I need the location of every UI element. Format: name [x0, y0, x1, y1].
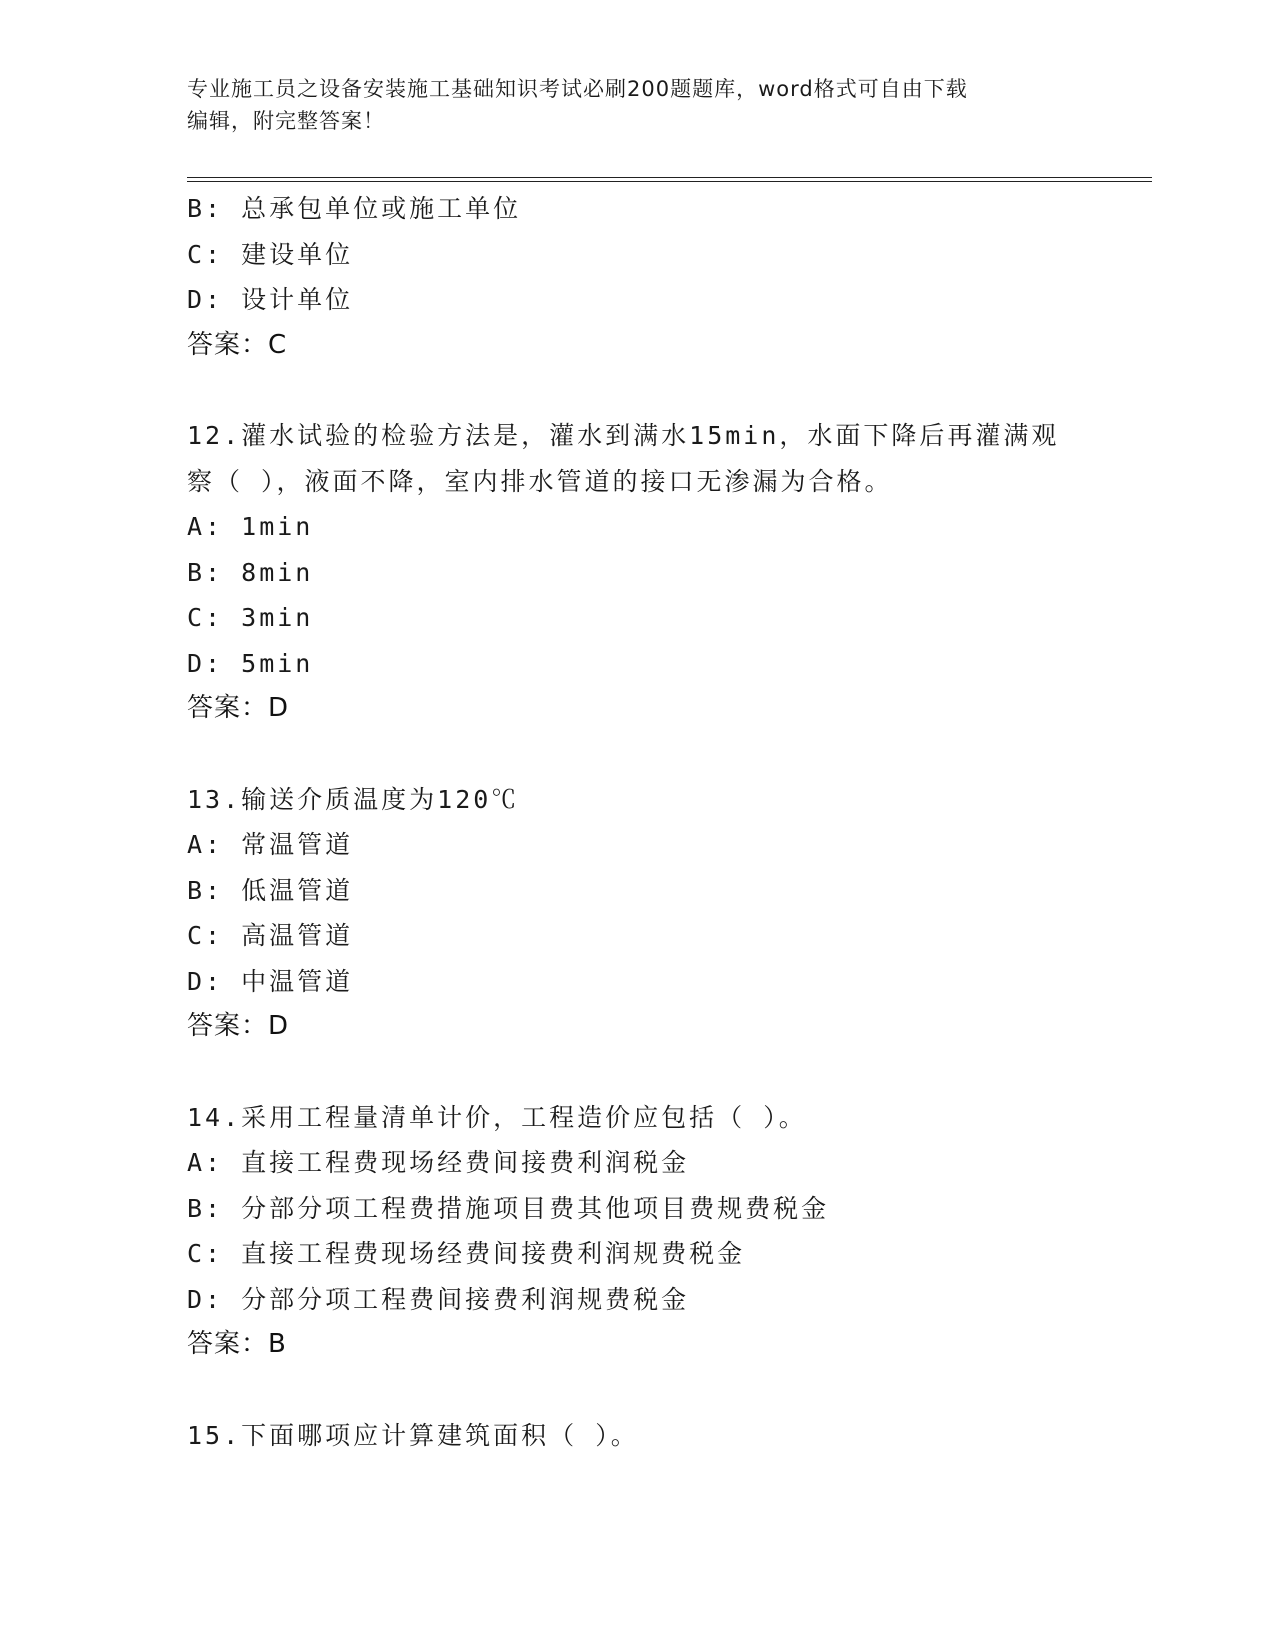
q12-option-b: B: 8min [187, 557, 314, 587]
q11-option-d: D: 设计单位 [187, 285, 354, 314]
q11-answer: 答案：C [187, 329, 288, 360]
header-title-line-2: 编辑，附完整答案！ [187, 109, 385, 133]
q11-option-b: B: 总承包单位或施工单位 [187, 194, 522, 223]
spacer [187, 732, 1152, 777]
q12-option-c: C: 3min [187, 603, 314, 632]
spacer [187, 1050, 1152, 1095]
q14-stem: 14.采用工程量清单计价，工程造价应包括（ ）。 [187, 1102, 807, 1132]
q14-option-a: A: 直接工程费现场经费间接费利润税金 [187, 1148, 690, 1177]
q14-answer: 答案：B [187, 1329, 287, 1359]
q12-option-d: D: 5min [187, 648, 314, 678]
q12-stem-line-1: 12.灌水试验的检验方法是，灌水到满水15min，水面下降后再灌满观 [187, 421, 1060, 450]
q12-option-a: A: 1min [187, 512, 314, 541]
q14-option-d: D: 分部分项工程费间接费利润规费税金 [187, 1284, 690, 1314]
document-header [187, 73, 1067, 137]
q13-option-a: A: 常温管道 [187, 830, 354, 859]
header-title-line-1: 专业施工员之设备安装施工基础知识考试必刷200题题库，word格式可自由下载 [187, 77, 968, 101]
q13-option-c: C: 高温管道 [187, 921, 354, 950]
q12-stem-line-2: 察（ ），液面不降，室内排水管道的接口无渗漏为合格。 [187, 466, 893, 496]
question-13 [187, 777, 1152, 1050]
question-12 [187, 413, 1152, 732]
q14-option-c: C: 直接工程费现场经费间接费利润规费税金 [187, 1239, 746, 1268]
q11-option-c: C: 建设单位 [187, 239, 354, 269]
header-divider-top [187, 177, 1152, 178]
question-list [187, 186, 1152, 1458]
question-14 [187, 1095, 1152, 1368]
q13-option-b: B: 低温管道 [187, 875, 354, 905]
q14-option-b: B: 分部分项工程费措施项目费其他项目费规费税金 [187, 1193, 830, 1223]
header-divider-bottom [187, 181, 1152, 182]
q13-stem: 13.输送介质温度为120℃ [187, 784, 520, 814]
spacer [187, 1368, 1152, 1413]
q13-answer: 答案：D [187, 1011, 290, 1041]
question-15 [187, 1413, 1152, 1459]
q12-answer: 答案：D [187, 693, 290, 723]
q13-option-d: D: 中温管道 [187, 966, 354, 996]
spacer [187, 368, 1152, 413]
q15-stem: 15.下面哪项应计算建筑面积（ ）。 [187, 1420, 639, 1450]
question-11 [187, 186, 1152, 368]
